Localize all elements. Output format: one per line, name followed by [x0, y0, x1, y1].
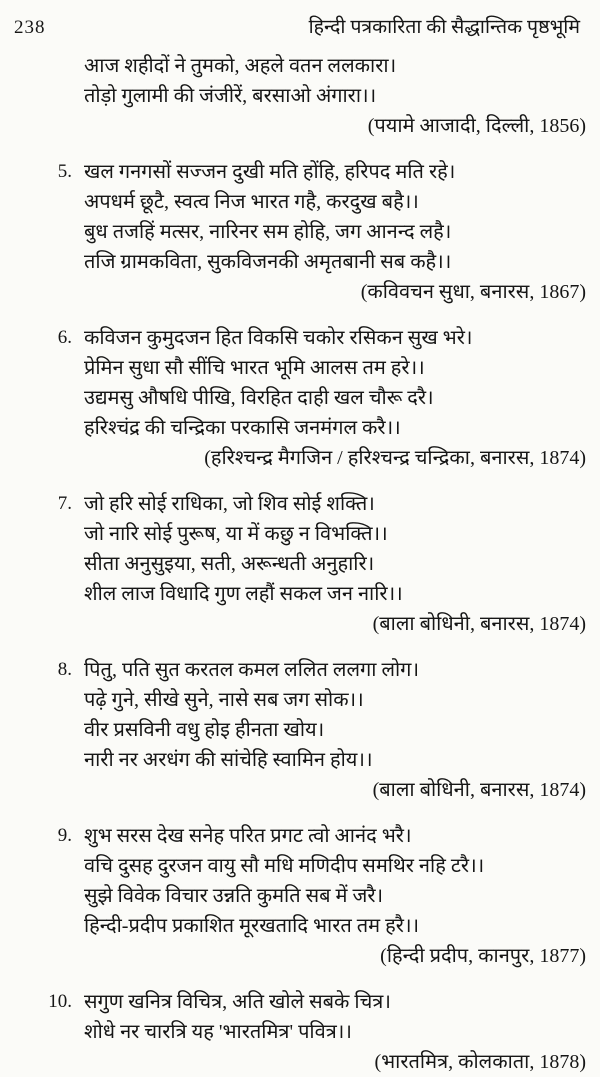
- verse-line: सुझे विवेक विचार उन्नति कुमति सब में जरै।: [84, 885, 384, 907]
- verse-line: कविजन कुमुदजन हित विकसि चकोर रसिकन सुख भरे।: [84, 327, 473, 349]
- verse-line: वचि दुसह दुरजन वायु सौ मधि मणिदीप समथिर नहि टरै।।: [84, 855, 485, 877]
- verse-line: तोड़ो गुलामी की जंजीरें, बरसाओ अंगारा।।: [84, 85, 377, 107]
- verse-line: शुभ सरस देख सनेह परित प्रगट त्वो आनंद भरै।: [84, 825, 412, 847]
- verse-citation: (कविवचन सुधा, बनारस, 1867): [360, 281, 586, 303]
- page-content: [0, 49, 600, 1077]
- verse-citation: (बाला बोधिनी, बनारस, 1874): [372, 779, 586, 801]
- header-title: हिन्दी पत्रकारिता की सैद्धान्तिक पृष्ठभूमि: [308, 17, 580, 38]
- verse-line: पितु, पति सुत करतल कमल ललित ललगा लोग।: [84, 659, 420, 681]
- verse-number: 10.: [48, 991, 72, 1012]
- verse-line: उद्यमसु औषधि पीखि, विरहित दाही खल चौरू दरै।: [84, 387, 434, 409]
- verse-line: अपधर्म छूटै, स्वत्व निज भारत गहै, करदुख बहै।।: [84, 191, 419, 213]
- verse-block: [0, 157, 600, 277]
- verse-block: [0, 489, 600, 609]
- verse-line: शोधे नर चारत्रि यह 'भारतमित्र' पवित्र।।: [84, 1021, 352, 1043]
- verse-line: नारी नर अरधंग की सांचेहि स्वामिन होय।।: [84, 749, 373, 771]
- verse-number: 6.: [57, 327, 72, 348]
- page-header: [0, 8, 600, 39]
- verse-block: [0, 821, 600, 941]
- verse-citation: (बाला बोधिनी, बनारस, 1874): [372, 613, 586, 635]
- verse-block: [0, 323, 600, 443]
- verse-citation: (पयामे आजादी, दिल्ली, 1856): [367, 115, 586, 137]
- verse-number: 7.: [57, 493, 72, 514]
- verse-block: [0, 51, 600, 111]
- verse-line: प्रेमिन सुधा सौ सींचि भारत भूमि आलस तम हरे।।: [84, 357, 425, 379]
- verse-line: हिन्दी-प्रदीप प्रकाशित मूरखतादि भारत तम हरै।।: [84, 915, 420, 937]
- verse-block: [0, 655, 600, 775]
- verse-line: सगुण खनित्र विचित्र, अति खोले सबके चित्र।: [84, 991, 391, 1013]
- verse-line: तजि ग्रामकविता, सुकविजनकी अमृतबानी सब कहै।।: [84, 251, 452, 273]
- verse-line: सीता अनुसुइया, सती, अरून्धती अनुहारि।: [84, 553, 375, 575]
- verse-citation: (हिन्दी प्रदीप, कानपुर, 1877): [380, 945, 586, 967]
- verse-block: [0, 987, 600, 1047]
- verse-citation: (भारतमित्र, कोलकाता, 1878): [374, 1051, 586, 1073]
- verse-number: 8.: [57, 659, 72, 680]
- verse-line: शील लाज विधादि गुण लहौं सकल जन नारि।।: [84, 583, 403, 605]
- verse-line: पढ़े गुने, सीखे सुने, नासे सब जग सोक।।: [84, 689, 364, 711]
- verse-citation: (हरिश्चन्द्र मैगजिन / हरिश्चन्द्र चन्द्रिका, बनारस, 1874): [204, 447, 586, 469]
- verse-number: 9.: [57, 825, 72, 846]
- verse-line: जो हरि सोई राधिका, जो शिव सोई शक्ति।: [84, 493, 375, 515]
- page-number: 238: [14, 17, 46, 38]
- verse-line: हरिश्चंद्र की चन्द्रिका परकासि जनमंगल करै।।: [84, 417, 401, 439]
- verse-line: वीर प्रसविनी वधु होइ हीनता खोय।: [84, 719, 325, 741]
- verse-line: आज शहीदों ने तुमको, अहले वतन ललकारा।: [84, 55, 397, 77]
- verse-line: बुध तजहिं मत्सर, नारिनर सम होहि, जग आनन्द लहै।: [84, 221, 452, 243]
- verse-line: खल गनगसों सज्जन दुखी मति होंहि, हरिपद मति रहे।: [84, 161, 456, 183]
- verse-line: जो नारि सोई पुरूष, या में कछु न विभक्ति।।: [84, 523, 388, 545]
- verse-number: 5.: [57, 161, 72, 182]
